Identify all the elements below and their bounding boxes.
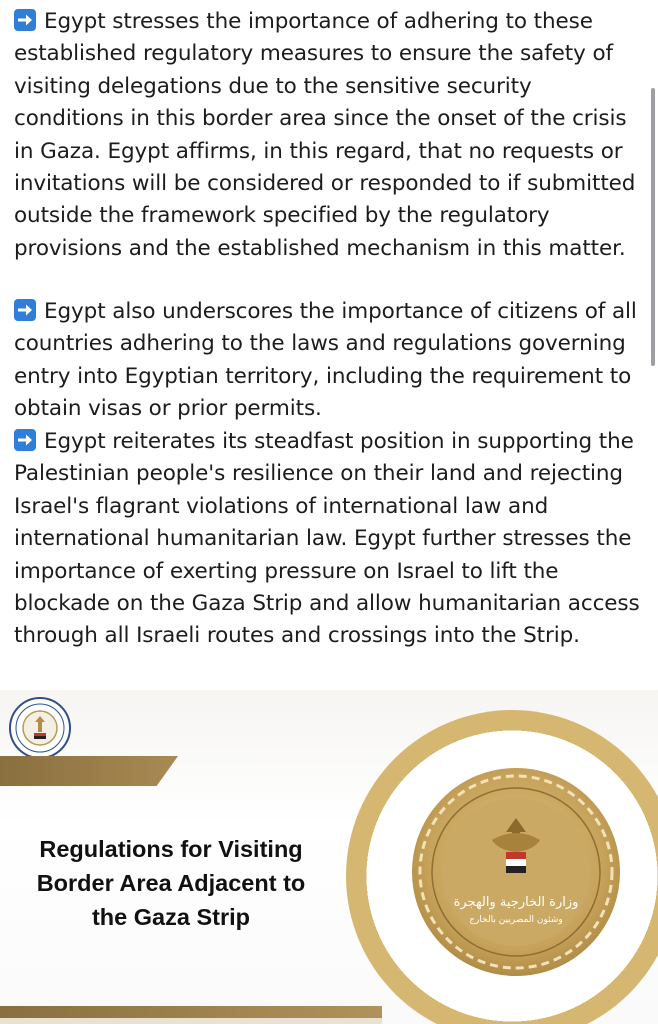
paragraph-3 bbox=[14, 426, 644, 653]
banner-title-line-2: Border Area Adjacent to bbox=[36, 870, 306, 896]
paragraph-2-text: Egypt also underscores the importance of citizens of all countries adhering to the laws and regulations governing entry into Egyptian territory, including the requirement to obtain visas or prior permits. bbox=[14, 299, 637, 422]
decorative-stripe-bottom-light bbox=[0, 1018, 382, 1024]
decorative-stripe-bottom bbox=[0, 1006, 382, 1018]
right-arrow-emoji-icon bbox=[14, 299, 36, 321]
paragraph-1 bbox=[14, 6, 644, 265]
right-arrow-emoji-icon bbox=[14, 9, 36, 31]
scrollbar[interactable] bbox=[651, 88, 655, 366]
banner-title bbox=[12, 832, 330, 934]
right-arrow-emoji-icon bbox=[14, 429, 36, 451]
announcement-banner-image bbox=[0, 690, 658, 1024]
paragraph-3-text: Egypt reiterates its steadfast position in supporting the Palestinian people's resilience on their land and rejecting Israel's flagrant violations of international law and international humanitarian law. Egypt further stresses the importance of exerting pressure on Israel to lift the blockade on the Gaza Strip and allow humanitarian access through all Israeli routes and crossings into the Strip. bbox=[14, 429, 640, 649]
decorative-stripe bbox=[0, 756, 178, 786]
banner-title-line-1: Regulations for Visiting bbox=[39, 836, 303, 862]
paragraph-2 bbox=[14, 296, 644, 426]
ministry-name-arabic: وزارة الخارجية والهجرة bbox=[453, 895, 579, 910]
ministry-of-foreign-affairs-emblem-icon bbox=[410, 766, 622, 978]
information-service-seal-icon bbox=[8, 696, 72, 760]
banner-title-line-3: the Gaza Strip bbox=[91, 904, 250, 930]
paragraph-1-text: Egypt stresses the importance of adhering to these established regulatory measures to ensure the safety of visiting delegations due to the sensitive security conditions in this border area since the onset of the crisis in Gaza. Egypt affirms, in this regard, that no requests or invitations will be considered or responded to if submitted outside the framework specified by the regulatory provisions and the established mechanism in this matter. bbox=[14, 9, 636, 261]
ministry-subname-arabic: وشئون المصريين بالخارج bbox=[469, 915, 563, 925]
